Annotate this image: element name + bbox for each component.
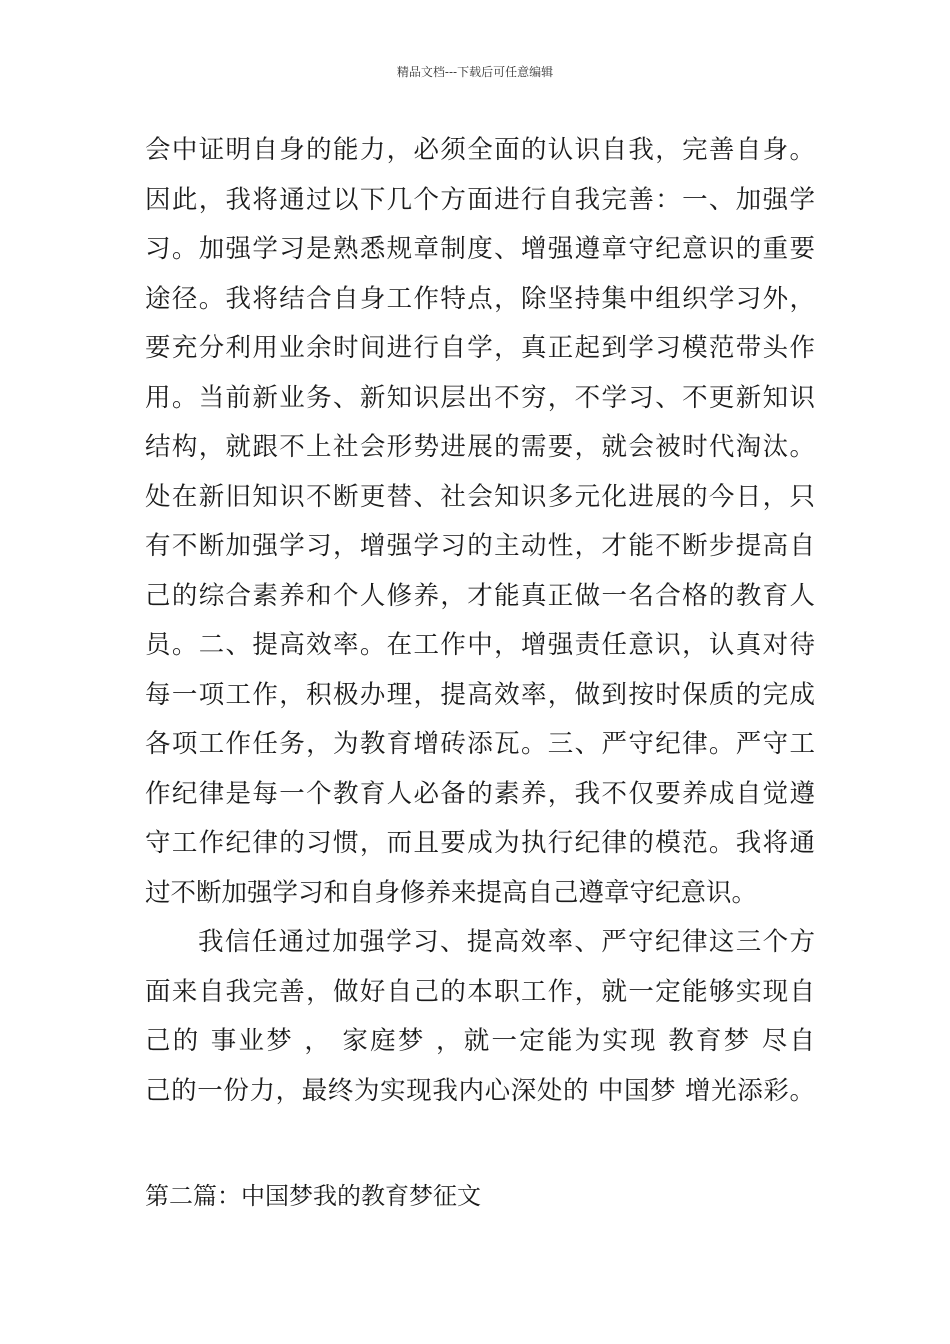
text-line: 己的 事业梦 ， 家庭梦 ，就一定能为实现 教育梦 尽自 [145, 1026, 815, 1056]
text-line: 途径。我将结合自身工作特点，除坚持集中组织学习外， [145, 283, 815, 314]
section-heading: 第二篇：中国梦我的教育梦征文 [145, 1182, 481, 1210]
text-line: 作纪律是每一个教育人必备的素养，我不仅要养成自觉遵 [145, 778, 815, 809]
text-line: 员。二、提高效率。在工作中，增强责任意识，认真对待 [145, 630, 815, 660]
page-header: 精品文档---下载后可任意编辑 [396, 65, 554, 79]
text-line: 会中证明自身的能力，必须全面的认识自我，完善自身。 [145, 135, 815, 165]
text-line: 各项工作任务，为教育增砖添瓦。三、严守纪律。严守工 [145, 729, 815, 759]
text-line: 用。当前新业务、新知识层出不穷，不学习、不更新知识 [145, 382, 815, 413]
text-line: 因此，我将通过以下几个方面进行自我完善：一、加强学 [145, 184, 815, 215]
text-line: 守工作纪律的习惯，而且要成为执行纪律的模范。我将通 [145, 828, 815, 858]
text-line: 我信任通过加强学习、提高效率、严守纪律这三个方 [198, 927, 815, 957]
text-line: 结构，就跟不上社会形势进展的需要，就会被时代淘汰。 [145, 432, 815, 462]
text-line: 每一项工作，积极办理，提高效率，做到按时保质的完成 [145, 679, 815, 710]
text-line: 过不断加强学习和自身修养来提高自己遵章守纪意识。 [145, 877, 758, 908]
text-line: 要充分利用业余时间进行自学，真正起到学习模范带头作 [145, 333, 815, 363]
text-line: 习。加强学习是熟悉规章制度、增强遵章守纪意识的重要 [145, 234, 815, 264]
document-body [145, 126, 815, 1116]
text-line: 面来自我完善，做好自己的本职工作，就一定能够实现自 [145, 976, 815, 1007]
text-line: 己的一份力，最终为实现我内心深处的 中国梦 增光添彩。 [145, 1075, 815, 1106]
text-line: 己的综合素养和个人修养，才能真正做一名合格的教育人 [145, 580, 815, 611]
text-line: 有不断加强学习，增强学习的主动性，才能不断步提高自 [145, 531, 815, 561]
text-line: 处在新旧知识不断更替、社会知识多元化进展的今日，只 [145, 481, 815, 512]
